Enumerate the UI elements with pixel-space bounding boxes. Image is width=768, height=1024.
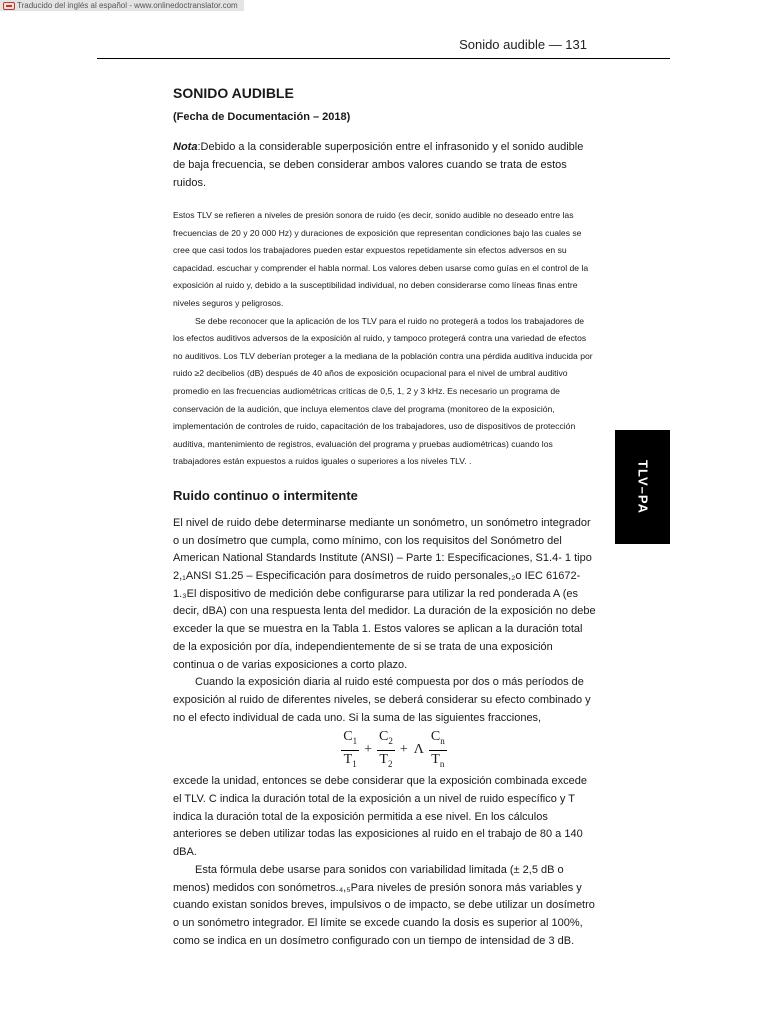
documentation-date: (Fecha de Documentación – 2018)	[173, 111, 351, 123]
side-tab-label: TLV–PA	[635, 460, 650, 514]
plus-sign: +	[364, 742, 372, 758]
ellipsis-symbol: Λ	[413, 742, 424, 758]
translator-logo-icon	[3, 2, 15, 10]
subsection-title: Ruido continuo o intermitente	[173, 487, 358, 503]
note-paragraph	[173, 138, 597, 192]
translator-banner[interactable]	[0, 0, 244, 11]
header-rule	[97, 58, 670, 59]
intro-paragraph-1: Estos TLV se refieren a niveles de presión sonora de ruido (es decir, sonido audible no deseado entre las frecuencias de 20 y 20 000 Hz) y duraciones de exposición que representan condiciones bajo las cuales se cree que casi todos los trabajadores pueden estar expuestos repetidamente sin efectos adversos en su capacidad. escuchar y comprender el habla normal. Los valores deben usarse como guías en el control de la exposición al ruido y, debido a la susceptibilidad individual, no deben considerarse como líneas finas entre niveles seguros y peligrosos.	[173, 210, 589, 308]
body-paragraph-2: Cuando la exposición diaria al ruido esté compuesta por dos o más períodos de exposición al ruido de diferentes niveles, se deberá considerar su efecto combinado y no el efecto individual de cada uno. Si la suma de las siguientes fracciones,	[173, 676, 591, 724]
section-title: SONIDO AUDIBLE	[173, 85, 294, 101]
page-content	[173, 84, 597, 950]
side-tab	[615, 430, 670, 544]
body-paragraph-4: Esta fórmula debe usarse para sonidos con variabilidad limitada (± 2,5 dB o menos) medidos con sonómetros.₄,₅Para niveles de presión sonora más variables y cuando existan sonidos breves, impulsivos o de impacto, se debe utilizar un dosímetro o un sonómetro integrador. El límite se excede cuando la dosis es superior al 100%, como se indica en un dosímetro configurado con un tiempo de intensidad de 3 dB.	[173, 863, 595, 947]
translator-banner-text[interactable]: Traducido del inglés al español - www.onlinedoctranslator.com	[17, 1, 238, 10]
note-text: :Debido a la considerable superposición entre el infrasonido y el sonido audible de baja frecuencia, se deben considerar ambos valores cuando se trata de estos ruidos.	[173, 141, 584, 189]
body-paragraph-3: excede la unidad, entonces se debe considerar que la exposición combinada excede el TLV. C indica la duración total de la exposición a un nivel de ruido específico y T indica la duración total de la exposición permitida a ese nivel. En los cálculos anteriores se deben utilizar todas las exposiciones al ruido en el trabajo de 80 a 140 dBA.	[173, 775, 588, 859]
body-paragraph-1: El nivel de ruido debe determinarse mediante un sonómetro, un sonómetro integrador o un dosímetro que cumpla, como mínimo, con los requisitos del Sonómetro del American National Standards Institute (ANSI) – Parte 1: Especificaciones, S1.4- 1 tipo 2,₁ANSI S1.25 – Especificación para dosímetros de ruido personales,₂o IEC 61672-1.₃El dispositivo de medición debe configurarse para utilizar la red ponderada A (es decir, dBA) con una respuesta lenta del medidor. La duración de la exposición no debe exceder la que se muestra en la Tabla 1. Estos valores se aplican a la duración total de la exposición por día, independientemente de si se trata de una exposición continua o de varias exposiciones a corto plazo.	[173, 516, 596, 671]
fraction-sum-formula	[191, 727, 597, 773]
plus-sign: +	[399, 742, 408, 758]
intro-paragraph-2: Se debe reconocer que la aplicación de los TLV para el ruido no protegerá a todos los trabajadores de los efectos auditivos adversos de la exposición al ruido, y tampoco protegerá contra una variedad de efectos no auditivos. Los TLV deberían proteger a la mediana de la población contra una pérdida auditiva inducida por ruido ≥2 decibelios (dB) después de 40 años de exposición ocupacional para el nivel de umbral auditivo promedio en las frecuencias audiométricas críticas de 0,5, 1, 2 y 3 kHz. Es necesario un programa de conservación de la audición, que incluya elementos clave del programa (monitoreo de la exposición, implementación de controles de ruido, capacitación de los trabajadores, uso de dispositivos de protección auditiva, mantenimiento de registros, evaluación del programa y pruebas audiométricas) cuando los trabajadores están expuestos a ruidos iguales o superiores a los niveles TLV. .	[173, 315, 593, 467]
fraction-2: $\frac{C_2}{T_2}$	[379, 729, 393, 769]
fraction-n: $\frac{C_n}{T_n}$	[430, 729, 445, 769]
note-lead: Nota	[173, 141, 198, 153]
running-head: Sonido audible — 131	[459, 37, 587, 52]
fraction-1: $\frac{C_1}{T_1}$	[343, 729, 358, 769]
